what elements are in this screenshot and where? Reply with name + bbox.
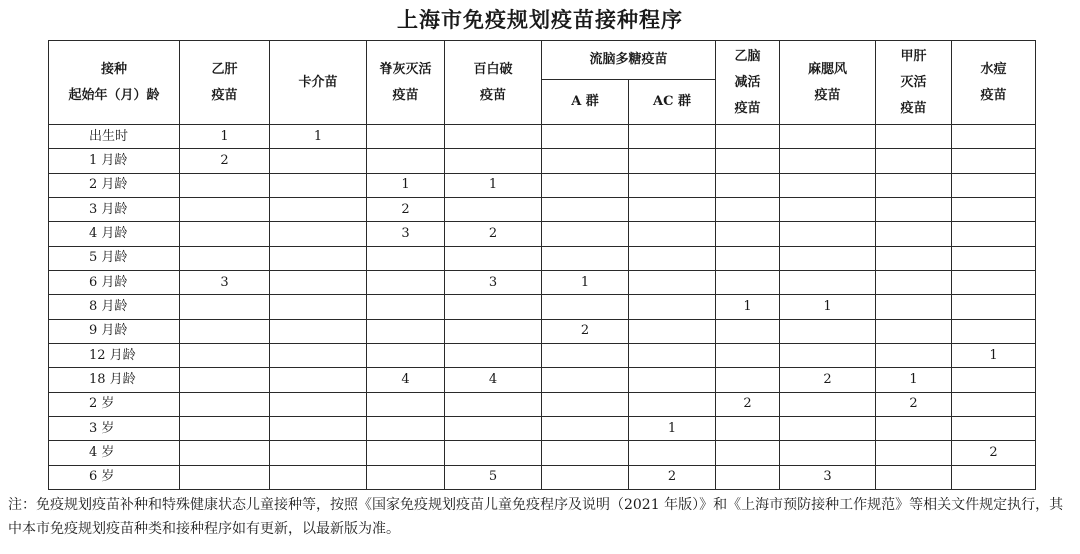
header-hepb-line-2: 疫苗 — [211, 87, 238, 103]
table-row — [49, 125, 1036, 149]
dose-cell — [270, 270, 367, 294]
dose-cell — [952, 465, 1036, 489]
table-row — [49, 173, 1036, 197]
dose-cell — [876, 246, 952, 270]
dose-cell — [270, 222, 367, 246]
dose-cell — [367, 465, 445, 489]
dose-cell: 3 — [367, 222, 445, 246]
age-cell: 18 月龄 — [49, 368, 180, 392]
dose-cell — [952, 246, 1036, 270]
dose-cell — [716, 368, 780, 392]
dose-cell — [367, 343, 445, 367]
dose-cell — [876, 149, 952, 173]
age-cell: 4 月龄 — [49, 222, 180, 246]
dose-cell — [542, 343, 629, 367]
dose-cell — [180, 222, 270, 246]
dose-cell — [876, 197, 952, 221]
dose-cell — [367, 441, 445, 465]
age-cell: 12 月龄 — [49, 343, 180, 367]
dose-cell: 1 — [445, 173, 542, 197]
dose-cell — [367, 295, 445, 319]
table-row — [49, 270, 1036, 294]
table-row — [49, 392, 1036, 416]
dose-cell — [716, 465, 780, 489]
dose-cell — [542, 125, 629, 149]
table-row — [49, 149, 1036, 173]
dose-cell — [716, 222, 780, 246]
dose-cell — [629, 125, 716, 149]
dose-cell — [445, 295, 542, 319]
dose-cell — [270, 465, 367, 489]
dose-cell — [952, 222, 1036, 246]
dose-cell — [445, 149, 542, 173]
page-title: 上海市免疫规划疫苗接种程序 — [397, 8, 683, 32]
header-mpsv-a: A 群 — [542, 80, 629, 125]
header-hepa — [876, 41, 952, 125]
dose-cell — [629, 343, 716, 367]
dose-cell — [716, 173, 780, 197]
dose-cell — [270, 441, 367, 465]
dose-cell: 1 — [952, 343, 1036, 367]
dose-cell — [780, 319, 876, 343]
dose-cell — [629, 149, 716, 173]
dose-cell — [445, 343, 542, 367]
age-cell: 3 月龄 — [49, 197, 180, 221]
table-row — [49, 295, 1036, 319]
dose-cell — [876, 441, 952, 465]
dose-cell: 1 — [629, 416, 716, 440]
dose-cell — [542, 441, 629, 465]
dose-cell — [716, 319, 780, 343]
dose-cell — [629, 392, 716, 416]
dose-cell — [542, 465, 629, 489]
dose-cell — [180, 246, 270, 270]
dose-cell — [445, 125, 542, 149]
header-dtp — [445, 41, 542, 125]
dose-cell — [952, 270, 1036, 294]
dose-cell — [180, 392, 270, 416]
table-row — [49, 246, 1036, 270]
dose-cell: 2 — [445, 222, 542, 246]
header-je-line-1: 乙脑 — [734, 48, 761, 64]
age-cell: 1 月龄 — [49, 149, 180, 173]
dose-cell — [716, 270, 780, 294]
dose-cell — [629, 197, 716, 221]
dose-cell — [876, 295, 952, 319]
dose-cell — [180, 197, 270, 221]
header-mpsv-ac: AC 群 — [629, 80, 716, 125]
header-varicella — [952, 41, 1036, 125]
age-cell: 4 岁 — [49, 441, 180, 465]
dose-cell — [542, 149, 629, 173]
dose-cell: 1 — [716, 295, 780, 319]
dose-cell — [180, 295, 270, 319]
header-hepa-line-3: 疫苗 — [900, 100, 927, 116]
table-row — [49, 197, 1036, 221]
dose-cell — [270, 319, 367, 343]
header-je — [716, 41, 780, 125]
dose-cell: 2 — [952, 441, 1036, 465]
dose-cell — [542, 416, 629, 440]
dose-cell — [270, 295, 367, 319]
dose-cell — [629, 173, 716, 197]
dose-cell — [629, 246, 716, 270]
dose-cell: 3 — [180, 270, 270, 294]
dose-cell: 2 — [180, 149, 270, 173]
header-age-line-2: 起始年（月）龄 — [68, 87, 160, 103]
dose-cell — [876, 465, 952, 489]
dose-cell: 2 — [629, 465, 716, 489]
dose-cell: 4 — [367, 368, 445, 392]
age-cell: 9 月龄 — [49, 319, 180, 343]
dose-cell — [780, 270, 876, 294]
header-hepb-line-1: 乙肝 — [211, 61, 238, 77]
dose-cell — [445, 441, 542, 465]
dose-cell — [270, 173, 367, 197]
dose-cell: 1 — [876, 368, 952, 392]
header-varicella-line-2: 疫苗 — [980, 87, 1007, 103]
dose-cell — [270, 416, 367, 440]
dose-cell — [716, 441, 780, 465]
dose-cell — [180, 441, 270, 465]
dose-cell: 2 — [367, 197, 445, 221]
dose-cell — [629, 295, 716, 319]
dose-cell — [270, 392, 367, 416]
age-cell: 6 岁 — [49, 465, 180, 489]
dose-cell — [952, 125, 1036, 149]
header-hepa-line-2: 灭活 — [900, 74, 927, 90]
dose-cell — [270, 246, 367, 270]
dose-cell — [542, 222, 629, 246]
dose-cell: 2 — [542, 319, 629, 343]
dose-cell — [180, 368, 270, 392]
dose-cell — [445, 319, 542, 343]
dose-cell: 3 — [445, 270, 542, 294]
age-cell: 8 月龄 — [49, 295, 180, 319]
dose-cell: 2 — [780, 368, 876, 392]
header-je-line-3: 疫苗 — [734, 100, 761, 116]
dose-cell — [716, 416, 780, 440]
header-mpsv-group: 流脑多糖疫苗 — [542, 41, 716, 80]
age-cell: 2 岁 — [49, 392, 180, 416]
age-cell: 6 月龄 — [49, 270, 180, 294]
dose-cell — [876, 319, 952, 343]
dose-cell: 3 — [780, 465, 876, 489]
dose-cell — [542, 197, 629, 221]
dose-cell — [629, 222, 716, 246]
dose-cell — [445, 246, 542, 270]
age-cell: 5 月龄 — [49, 246, 180, 270]
dose-cell — [270, 343, 367, 367]
dose-cell — [780, 222, 876, 246]
dose-cell — [180, 465, 270, 489]
header-varicella-line-1: 水痘 — [980, 61, 1007, 77]
dose-cell — [367, 246, 445, 270]
header-polio-line-2: 疫苗 — [392, 87, 419, 103]
dose-cell — [780, 416, 876, 440]
dose-cell — [876, 343, 952, 367]
dose-cell — [876, 270, 952, 294]
dose-cell — [367, 149, 445, 173]
age-cell: 出生时 — [49, 125, 180, 149]
dose-cell — [780, 173, 876, 197]
dose-cell — [629, 270, 716, 294]
dose-cell: 2 — [716, 392, 780, 416]
header-polio — [367, 41, 445, 125]
header-dtp-line-2: 疫苗 — [479, 87, 506, 103]
dose-cell: 1 — [367, 173, 445, 197]
dose-cell — [780, 392, 876, 416]
dose-cell: 1 — [270, 125, 367, 149]
header-age — [49, 41, 180, 125]
header-dtp-line-1: 百白破 — [473, 61, 513, 77]
dose-cell — [542, 295, 629, 319]
header-hepa-line-1: 甲肝 — [900, 48, 927, 64]
dose-cell — [716, 246, 780, 270]
dose-cell — [629, 319, 716, 343]
dose-cell — [780, 343, 876, 367]
vaccination-schedule-table — [48, 40, 1036, 490]
dose-cell — [445, 392, 542, 416]
table-row — [49, 343, 1036, 367]
dose-cell — [716, 197, 780, 221]
dose-cell — [367, 392, 445, 416]
dose-cell: 1 — [542, 270, 629, 294]
dose-cell — [716, 149, 780, 173]
header-mmr — [780, 41, 876, 125]
dose-cell — [952, 149, 1036, 173]
table-row — [49, 416, 1036, 440]
dose-cell — [780, 246, 876, 270]
header-mmr-line-1: 麻腮风 — [808, 61, 848, 77]
footnote: 注：免疫规划疫苗补种和特殊健康状态儿童接种等，按照《国家免疫规划疫苗儿童免疫程序及说明（2021 年版）》和《上海市预防接种工作规范》等相关文件规定执行，其中本市免疫规划疫苗种类和接种程序如有更新，以最新版为准。 — [8, 497, 1064, 537]
dose-cell — [952, 368, 1036, 392]
dose-cell — [780, 197, 876, 221]
dose-cell — [952, 295, 1036, 319]
header-hepb — [180, 41, 270, 125]
dose-cell — [629, 441, 716, 465]
dose-cell — [952, 197, 1036, 221]
table-row — [49, 441, 1036, 465]
dose-cell — [952, 416, 1036, 440]
dose-cell — [629, 368, 716, 392]
dose-cell — [716, 343, 780, 367]
dose-cell: 1 — [780, 295, 876, 319]
dose-cell: 5 — [445, 465, 542, 489]
table-row — [49, 222, 1036, 246]
dose-cell — [180, 173, 270, 197]
dose-cell — [367, 125, 445, 149]
dose-cell — [367, 270, 445, 294]
header-bcg-line-1: 卡介苗 — [298, 74, 338, 90]
dose-cell — [876, 222, 952, 246]
table-row — [49, 465, 1036, 489]
dose-cell — [876, 173, 952, 197]
schedule-body — [49, 125, 1036, 490]
table-row — [49, 368, 1036, 392]
dose-cell — [716, 125, 780, 149]
dose-cell — [780, 125, 876, 149]
dose-cell — [270, 368, 367, 392]
dose-cell — [270, 149, 367, 173]
dose-cell — [952, 319, 1036, 343]
dose-cell — [180, 343, 270, 367]
dose-cell — [542, 246, 629, 270]
header-mmr-line-2: 疫苗 — [814, 87, 841, 103]
dose-cell — [367, 416, 445, 440]
dose-cell — [180, 416, 270, 440]
dose-cell: 4 — [445, 368, 542, 392]
dose-cell — [270, 197, 367, 221]
age-cell: 2 月龄 — [49, 173, 180, 197]
table-row — [49, 319, 1036, 343]
dose-cell — [180, 319, 270, 343]
dose-cell — [445, 416, 542, 440]
dose-cell — [445, 197, 542, 221]
header-bcg — [270, 41, 367, 125]
header-age-line-1: 接种 — [100, 61, 127, 77]
age-cell: 3 岁 — [49, 416, 180, 440]
header-je-line-2: 减活 — [734, 74, 761, 90]
dose-cell: 1 — [180, 125, 270, 149]
dose-cell: 2 — [876, 392, 952, 416]
dose-cell — [367, 319, 445, 343]
dose-cell — [542, 173, 629, 197]
dose-cell — [876, 416, 952, 440]
dose-cell — [542, 392, 629, 416]
header-polio-line-1: 脊灰灭活 — [379, 61, 432, 77]
dose-cell — [952, 173, 1036, 197]
dose-cell — [876, 125, 952, 149]
dose-cell — [542, 368, 629, 392]
dose-cell — [780, 149, 876, 173]
dose-cell — [780, 441, 876, 465]
dose-cell — [952, 392, 1036, 416]
